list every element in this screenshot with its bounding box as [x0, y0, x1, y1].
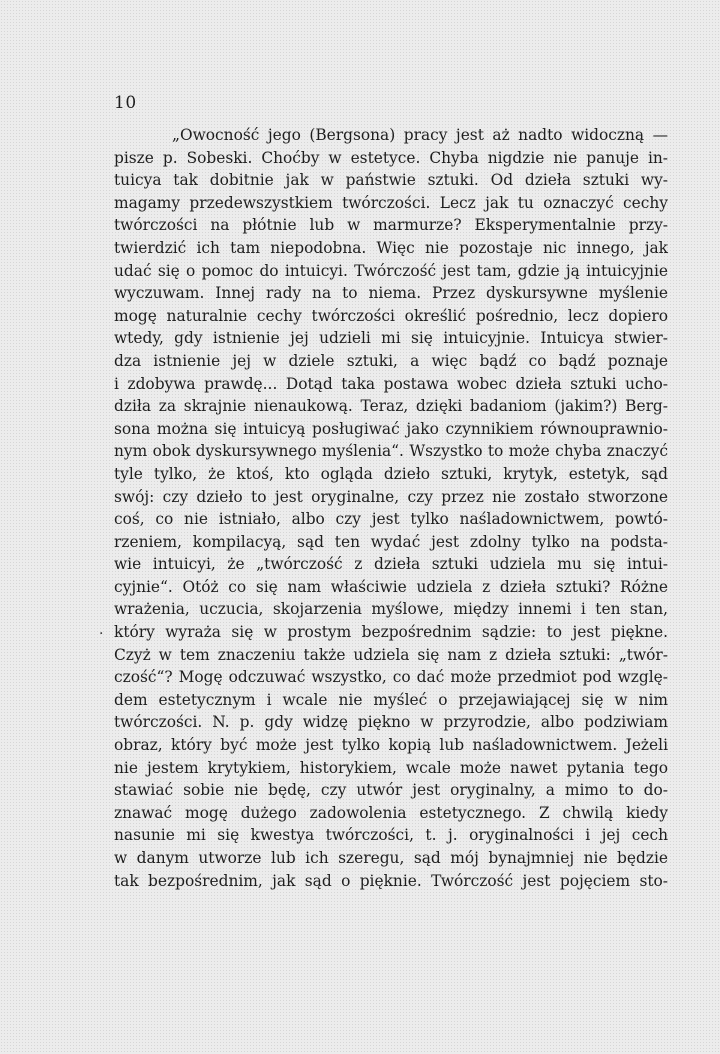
text-line: twórczości. N. p. gdy widzę piękno w przyrodzie, albo podziwiam [114, 713, 668, 732]
text-line: który wyraża się w prostym bezpośrednim sądzie: to jest piękne. [114, 623, 668, 642]
text-line: cyjnie“. Otóż co się nam właściwie udziela z dzieła sztuki? Różne [114, 577, 668, 596]
page-number: 10 [114, 93, 137, 113]
text-line: pisze p. Sobeski. Choćby w estetyce. Chyba nigdzie nie panuje in- [114, 148, 668, 167]
text-line: „Owocność jego (Bergsona) pracy jest aż nadto widoczną — [172, 126, 668, 144]
margin-mark: · [99, 626, 104, 642]
text-line: dziła za skrajnie nienaukową. Teraz, dzięki badaniom (jakim?) Berg- [114, 397, 668, 416]
text-line: rzeniem, kompilacyą, sąd ten wydać jest zdolny tylko na podsta- [114, 532, 668, 551]
text-line: swój: czy dzieło to jest oryginalne, czy przez nie zostało stworzone [114, 487, 668, 506]
text-line: czość“? Mogę odczuwać wszystko, co dać może przedmiot pod wzglę- [114, 668, 668, 687]
text-line: nasunie mi się kwestya twórczości, t. j. oryginalności i jej cech [114, 826, 668, 845]
text-line: dza istnienie jej w dziele sztuki, a więc bądź co bądź poznaje [114, 351, 668, 370]
text-line: znawać mogę dużego zadowolenia estetycznego. Z chwilą kiedy [114, 803, 668, 822]
text-line: wtedy, gdy istnienie jej udzieli mi się intuicyjnie. Intuicya stwier- [114, 329, 668, 348]
text-line: wie intuicyi, że „twórczość z dzieła sztuki udziela mu się intui- [114, 555, 668, 574]
text-line: udać się o pomoc do intuicyi. Twórczość jest tam, gdzie ją intuicyjnie [114, 261, 668, 280]
text-line: Czyż w tem znaczeniu także udziela się nam z dzieła sztuki: „twór- [114, 645, 668, 664]
text-line: nie jestem krytykiem, historykiem, wcale może nawet pytania tego [114, 758, 668, 777]
body-text [114, 124, 668, 892]
text-line: sona można się intuicyą posługiwać jako czynnikiem równouprawnio- [114, 419, 668, 438]
text-line: tak bezpośrednim, jak sąd o pięknie. Twórczość jest pojęciem sto- [114, 871, 668, 890]
text-line: twierdzić ich tam niepodobna. Więc nie pozostaje nic innego, jak [114, 238, 668, 257]
text-line: stawiać sobie nie będę, czy utwór jest oryginalny, a mimo to do- [114, 781, 668, 800]
text-line: coś, co nie istniało, albo czy jest tylko naśladownictwem, powtó- [114, 510, 668, 529]
text-line: twórczości na płótnie lub w marmurze? Eksperymentalnie przy- [114, 216, 668, 235]
text-line: wyczuwam. Innej rady na to niema. Przez dyskursywne myślenie [114, 284, 668, 303]
text-line: tuicya tak dobitnie jak w państwie sztuki. Od dzieła sztuki wy- [114, 171, 668, 190]
text-line: tyle tylko, że ktoś, kto ogląda dzieło sztuki, krytyk, estetyk, sąd [114, 464, 668, 483]
text-line: wrażenia, uczucia, skojarzenia myślowe, między innemi i ten stan, [114, 600, 668, 619]
text-line: mogę naturalnie cechy twórczości określić pośrednio, lecz dopiero [114, 306, 668, 325]
text-line: w danym utworze lub ich szeregu, sąd mój bynajmniej nie będzie [114, 849, 668, 867]
text-line: i zdobywa prawdę... Dotąd taka postawa wobec dzieła sztuki ucho- [114, 374, 668, 393]
text-line: magamy przedewszystkiem twórczości. Lecz jak tu oznaczyć cechy [114, 193, 668, 212]
text-line: dem estetycznym i wcale nie myśleć o przejawiającej się w nim [114, 690, 668, 709]
text-line: obraz, który być może jest tylko kopią lub naśladownictwem. Jeżeli [114, 736, 668, 755]
text-line: nym obok dyskursywnego myślenia“. Wszystko to może chyba znaczyć [114, 442, 668, 461]
